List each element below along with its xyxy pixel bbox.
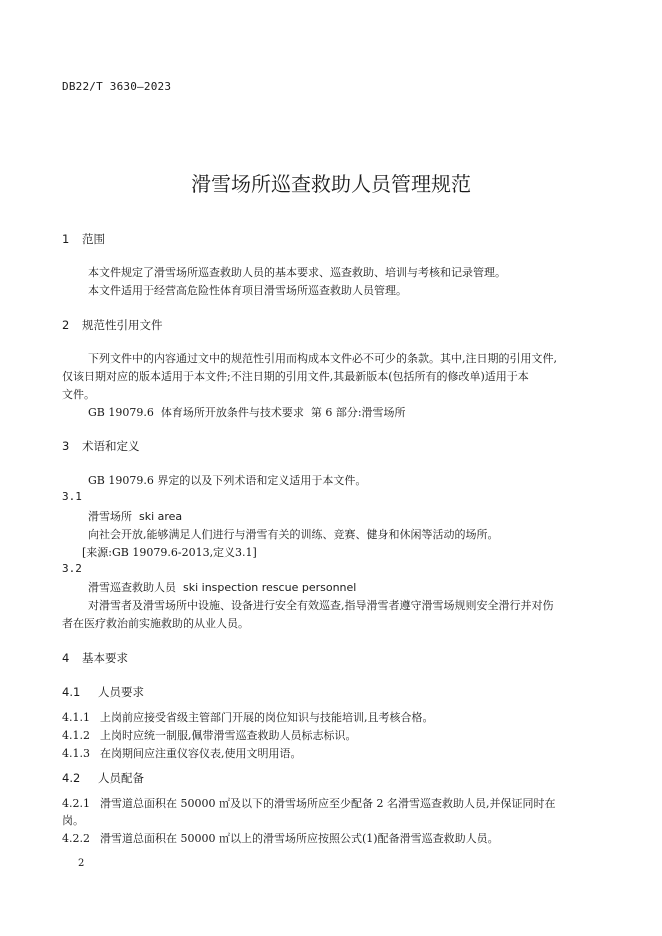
paragraph: 本文件规定了滑雪场所巡查救助人员的基本要求、巡查救助、培训与考核和记录管理。 [88,266,506,279]
term-source: [来源:GB 19079.6-2013,定义3.1] [82,546,257,559]
clause-item [62,727,357,743]
section-title: 基本要求 [82,651,128,665]
subsection-4-2-heading [62,770,144,786]
section-3-heading [62,438,140,454]
section-number: 3 [62,439,70,453]
clause-number: 4.1.1 [62,711,90,724]
subsection-title: 人员配备 [98,771,144,785]
clause-number: 4.1.3 [62,747,90,760]
clause-item [62,745,302,761]
term-definition-line: 对滑雪者及滑雪场所中设施、设备进行安全有效巡查,指导滑雪者遵守滑雪场规则安全滑行并对伤 [88,599,554,612]
section-4-heading [62,650,128,666]
section-number: 4 [62,651,70,665]
page-title: 滑雪场所巡查救助人员管理规范 [191,172,471,196]
term-definition: 向社会开放,能够满足人们进行与滑雪有关的训练、竞赛、健身和休闲等活动的场所。 [88,528,499,541]
clause-text: 上岗时应统一制服,佩带滑雪巡查救助人员标志标识。 [100,729,357,742]
subsection-number: 4.2 [62,771,81,785]
term-name: 滑雪巡查救助人员 ski inspection rescue personnel [88,581,357,594]
term-definition-line: 者在医疗救治前实施救助的从业人员。 [62,617,249,630]
section-1-heading [62,231,105,247]
clause-number: 4.1.2 [62,729,90,742]
section-2-heading [62,317,163,333]
subsection-title: 人员要求 [98,685,144,699]
term-number: 3.2 [62,562,82,575]
clause-item [62,830,499,846]
clause-text: 滑雪道总面积在 50000 ㎡以上的滑雪场所应按照公式(1)配备滑雪巡查救助人员。 [100,832,499,845]
reference-item: GB 19079.6 体育场所开放条件与技术要求 第 6 部分:滑雪场所 [88,406,406,419]
section-number: 2 [62,318,70,332]
subsection-4-1-heading [62,684,144,700]
subsection-number: 4.1 [62,685,81,699]
section-number: 1 [62,232,70,246]
clause-number: 4.2.2 [62,832,90,845]
clause-item [62,709,434,725]
clause-text-continued: 岗。 [62,814,84,827]
paragraph: GB 19079.6 界定的以及下列术语和定义适用于本文件。 [88,474,367,487]
standard-code: DB22/T 3630—2023 [62,80,172,93]
clause-text: 在岗期间应注重仪容仪表,使用文明用语。 [100,747,302,760]
clause-text: 滑雪道总面积在 50000 ㎡及以下的滑雪场所应至少配备 2 名滑雪巡查救助人员,并保证同时在 [100,797,556,810]
term-name: 滑雪场所 ski area [88,510,183,523]
section-title: 规范性引用文件 [82,318,163,332]
clause-number: 4.2.1 [62,797,90,810]
section-title: 范围 [82,232,105,246]
term-number: 3.1 [62,490,82,503]
paragraph: 本文件适用于经营高危险性体育项目滑雪场所巡查救助人员管理。 [88,284,407,297]
paragraph-line: 仅该日期对应的版本适用于本文件;不注日期的引用文件,其最新版本(包括所有的修改单)适用于本 [62,370,529,383]
page-number: 2 [78,858,85,869]
section-title: 术语和定义 [82,439,140,453]
paragraph-line: 文件。 [62,388,95,401]
paragraph-line: 下列文件中的内容通过文中的规范性引用而构成本文件必不可少的条款。其中,注日期的引用文件, [88,352,557,365]
clause-item [62,795,555,811]
clause-text: 上岗前应接受省级主管部门开展的岗位知识与技能培训,且考核合格。 [100,711,434,724]
